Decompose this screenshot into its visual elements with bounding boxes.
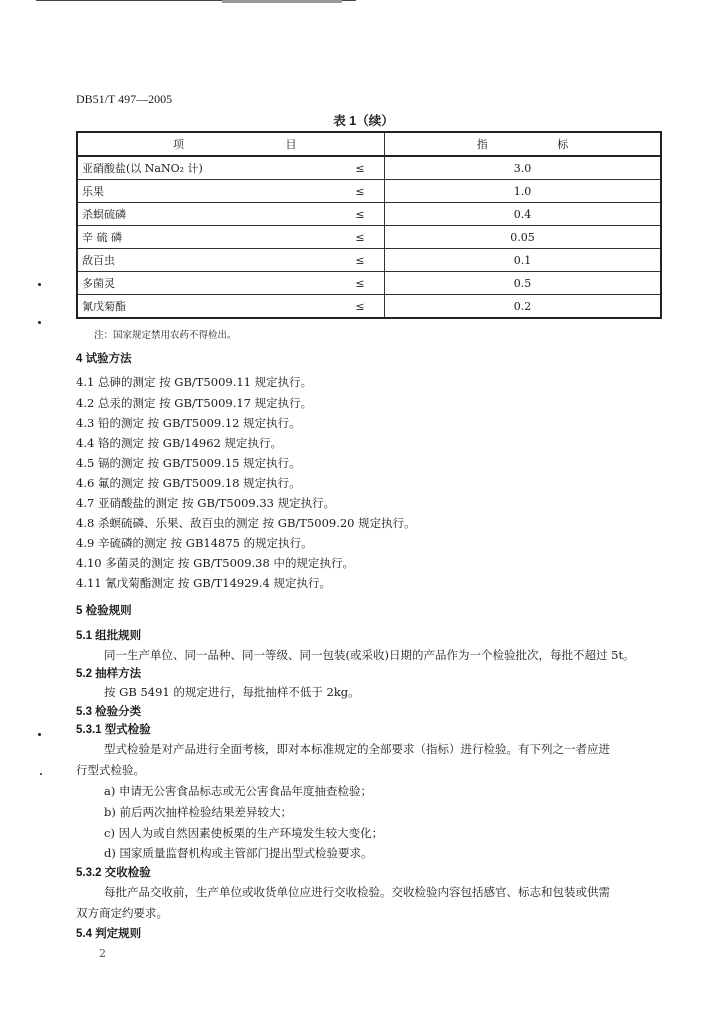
list-item: c) 因人为或自然因素使板栗的生产环境发生较大变化；	[104, 826, 384, 840]
table-row	[77, 226, 661, 249]
table-row	[77, 156, 661, 180]
section-5-3-1-text: 型式检验是对产品进行全面考核，即对本标准规定的全部要求（指标）进行检验。有下列之一者应进	[104, 742, 610, 756]
table-row	[77, 180, 661, 203]
row-symbol: ≤	[336, 272, 385, 295]
row-symbol: ≤	[336, 156, 385, 180]
section-5-3-title: 5.3 检验分类	[76, 706, 142, 718]
row-name: 乐果	[77, 180, 336, 203]
row-symbol: ≤	[336, 295, 385, 319]
spec-table	[76, 131, 662, 319]
method-item: 4.1 总砷的测定 按 GB/T5009.11 规定执行。	[76, 375, 313, 389]
row-value: 0.1	[385, 249, 662, 272]
section-5-2-title: 5.2 抽样方法	[76, 668, 142, 680]
row-value: 3.0	[385, 156, 662, 180]
table-header-row	[77, 132, 661, 156]
method-item: 4.7 亚硝酸盐的测定 按 GB/T5009.33 规定执行。	[76, 496, 336, 510]
method-item: 4.8 杀螟硫磷、乐果、敌百虫的测定 按 GB/T5009.20 规定执行。	[76, 516, 416, 530]
header-value-col	[385, 132, 662, 156]
row-name: 亚硝酸盐(以 NaNO₂ 计)	[77, 156, 336, 180]
table-row	[77, 272, 661, 295]
row-symbol: ≤	[336, 226, 385, 249]
section-5-title: 5 检验规则	[76, 605, 132, 617]
method-item: 4.11 氰戊菊酯测定 按 GB/T14929.4 规定执行。	[76, 576, 331, 590]
scan-speck	[40, 773, 42, 775]
scan-speck	[38, 283, 41, 286]
row-symbol: ≤	[336, 180, 385, 203]
header-item-col	[77, 132, 385, 156]
row-name: 杀螟硫磷	[77, 203, 336, 226]
method-item: 4.9 辛硫磷的测定 按 GB14875 的规定执行。	[76, 536, 313, 550]
section-5-2-text: 按 GB 5491 的规定进行，每批抽样不低于 2kg。	[104, 685, 360, 699]
row-value: 0.05	[385, 226, 662, 249]
scan-speck	[38, 321, 41, 324]
table-row	[77, 249, 661, 272]
header-value-b: 标	[557, 138, 569, 151]
section-5-3-1-title: 5.3.1 型式检验	[76, 724, 151, 736]
row-name: 敌百虫	[77, 249, 336, 272]
section-4-title: 4 试验方法	[76, 353, 132, 365]
section-5-1-title: 5.1 组批规则	[76, 630, 142, 642]
section-5-1-text: 同一生产单位、同一品种、同一等级、同一包装(或采收)日期的产品作为一个检验批次，每批不超过 5t。	[104, 648, 635, 662]
method-item: 4.3 铅的测定 按 GB/T5009.12 规定执行。	[76, 416, 301, 430]
row-value: 0.2	[385, 295, 662, 319]
header-item-a: 项	[173, 138, 184, 151]
list-item: d) 国家质量监督机构或主管部门提出型式检验要求。	[104, 846, 373, 860]
table-row	[77, 203, 661, 226]
row-symbol: ≤	[336, 203, 385, 226]
row-value: 0.5	[385, 272, 662, 295]
row-name: 多菌灵	[77, 272, 336, 295]
table-note: 注：国家规定禁用农药不得检出。	[94, 330, 237, 341]
header-value-a: 指	[476, 138, 488, 151]
method-item: 4.6 氟的测定 按 GB/T5009.18 规定执行。	[76, 476, 301, 490]
table-row	[77, 295, 661, 319]
section-5-3-1-text-cont: 行型式检验。	[76, 763, 145, 777]
row-symbol: ≤	[336, 249, 385, 272]
method-item: 4.2 总汞的测定 按 GB/T5009.17 规定执行。	[76, 396, 313, 410]
method-item: 4.10 多菌灵的测定 按 GB/T5009.38 中的规定执行。	[76, 556, 354, 570]
top-rule-mark	[222, 0, 342, 3]
method-item: 4.4 铬的测定 按 GB/14962 规定执行。	[76, 436, 283, 450]
list-item: b) 前后两次抽样检验结果差异较大；	[104, 805, 293, 819]
section-5-3-2-title: 5.3.2 交收检验	[76, 867, 151, 879]
table-caption: 表 1（续）	[333, 114, 394, 128]
section-5-3-2-text-cont: 双方商定约要求。	[76, 906, 168, 920]
section-5-4-title: 5.4 判定规则	[76, 928, 142, 940]
row-value: 1.0	[385, 180, 662, 203]
row-name: 氰戊菊酯	[77, 295, 336, 319]
document-code: DB51/T 497—2005	[76, 92, 173, 106]
scan-speck	[38, 733, 41, 736]
row-name: 辛 硫 磷	[77, 226, 336, 249]
row-value: 0.4	[385, 203, 662, 226]
page-number: 2	[99, 947, 106, 960]
header-item-b: 目	[285, 138, 297, 151]
list-item: a) 申请无公害食品标志或无公害食品年度抽查检验；	[104, 784, 372, 798]
section-5-3-2-text: 每批产品交收前，生产单位或收货单位应进行交收检验。交收检验内容包括感官、标志和包装或供需	[104, 885, 610, 899]
method-item: 4.5 镉的测定 按 GB/T5009.15 规定执行。	[76, 456, 301, 470]
